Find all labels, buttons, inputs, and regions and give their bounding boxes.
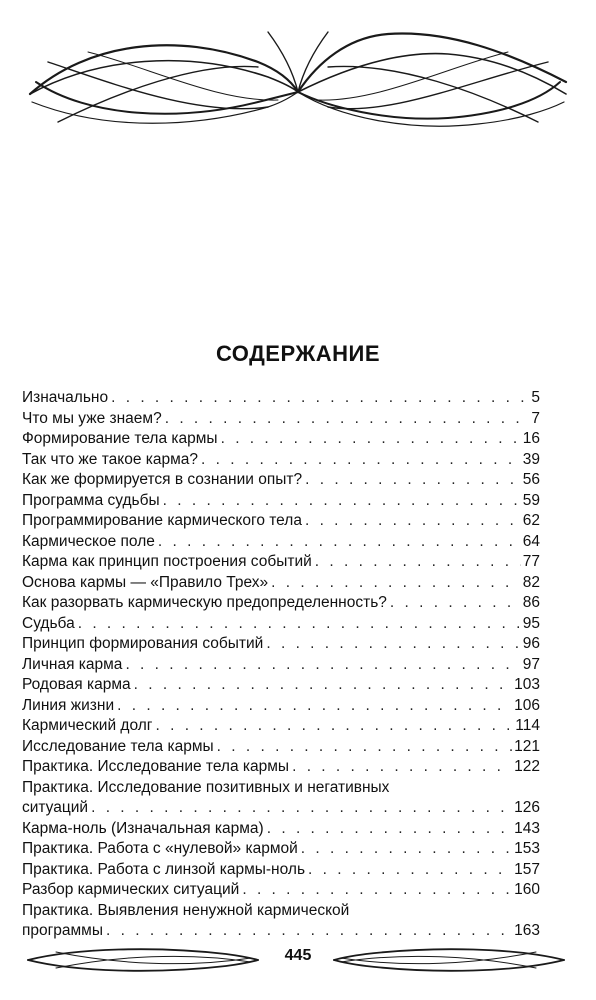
dot-leader: [390, 593, 521, 614]
table-of-contents: [22, 388, 540, 942]
toc-entry: [22, 880, 540, 901]
toc-entry-page: 97: [522, 655, 540, 673]
toc-entry-label: Основа кармы — «Правило Трех»: [22, 573, 269, 591]
toc-entry-label: Что мы уже знаем?: [22, 409, 162, 427]
toc-entry: [22, 675, 540, 696]
toc-entry: [22, 491, 540, 512]
toc-entry-label: Программирование кармического тела: [22, 512, 302, 529]
page-number: 445: [284, 947, 312, 964]
toc-entry-label: Карма-ноль (Изначальная карма): [22, 819, 264, 837]
toc-entry-label-continued: ситуаций: [22, 799, 89, 816]
toc-entry-label: Изначально: [22, 389, 109, 406]
toc-entry-label: Карма как принцип построения событий: [22, 553, 312, 570]
toc-entry: [22, 757, 540, 778]
toc-entry-page: 160: [514, 881, 540, 898]
toc-entry: [22, 388, 540, 409]
toc-entry: [22, 716, 540, 737]
dot-leader: [308, 860, 512, 881]
toc-entry-label: Практика. Работа с линзой кармы-ноль: [22, 860, 306, 878]
toc-entry-label: Практика. Выявления ненужной кармической: [22, 901, 350, 919]
page-title: СОДЕРЖАНИЕ: [215, 341, 381, 366]
dot-leader: [134, 675, 513, 696]
toc-entry-label: Практика. Работа с «нулевой» кармой: [22, 840, 298, 857]
toc-entry-page: 106: [514, 696, 540, 714]
toc-entry-label: Кармический долг: [22, 717, 153, 734]
toc-entry-page: 62: [522, 512, 540, 529]
toc-entry-page: 114: [515, 717, 540, 734]
toc-entry-page: 96: [522, 635, 540, 652]
toc-entry: [22, 450, 540, 471]
toc-entry-first-line: [22, 778, 540, 799]
dot-leader: [242, 880, 512, 901]
toc-entry-page: 56: [522, 471, 540, 488]
toc-entry-page: 143: [514, 819, 540, 837]
toc-entry-page: 121: [514, 737, 540, 755]
dot-leader: [217, 737, 513, 758]
toc-entry-page: 163: [514, 922, 540, 939]
toc-entry: [22, 429, 540, 450]
toc-entry-page: 95: [522, 614, 540, 632]
toc-entry-page: 7: [531, 409, 540, 427]
toc-entry: [22, 839, 540, 860]
toc-entry-first-line: [22, 901, 540, 922]
dot-leader: [221, 429, 521, 450]
toc-entry-label: Разбор кармических ситуаций: [22, 881, 240, 898]
toc-entry: [22, 921, 540, 942]
dot-leader: [111, 388, 528, 409]
toc-entry: [22, 593, 540, 614]
toc-entry-label: Как разорвать кармическую предопределенность?: [22, 594, 387, 611]
toc-entry-label: Принцип формирования событий: [22, 635, 264, 652]
toc-entry: [22, 696, 540, 717]
toc-entry: [22, 532, 540, 553]
dot-leader: [266, 634, 520, 655]
toc-entry-label: Практика. Исследование позитивных и негативных: [22, 778, 390, 796]
toc-entry: [22, 573, 540, 594]
dot-leader: [117, 696, 512, 717]
dot-leader: [125, 655, 520, 676]
toc-entry: [22, 552, 540, 573]
toc-entry-label: Родовая карма: [22, 676, 131, 693]
dot-leader: [267, 819, 512, 840]
dot-leader: [305, 470, 521, 491]
flourish-divider-icon: [28, 22, 568, 140]
toc-entry-page: 39: [522, 450, 540, 468]
toc-entry-page: 59: [522, 491, 540, 509]
toc-entry-page: 103: [514, 676, 540, 693]
toc-entry-label: Личная карма: [22, 655, 123, 673]
toc-entry-page: 82: [522, 573, 540, 591]
toc-entry-label-continued: программы: [22, 922, 103, 939]
toc-entry-page: 5: [531, 389, 540, 406]
toc-entry-page: 122: [514, 758, 540, 775]
toc-entry-label: Практика. Исследование тела кармы: [22, 758, 290, 775]
toc-entry: [22, 634, 540, 655]
toc-entry: [22, 798, 540, 819]
toc-entry-page: 153: [514, 840, 540, 857]
dot-leader: [201, 450, 521, 471]
toc-entry-label: Как же формируется в сознании опыт?: [22, 471, 303, 488]
dot-leader: [315, 552, 521, 573]
toc-entry: [22, 655, 540, 676]
toc-entry-label: Линия жизни: [22, 696, 115, 714]
dot-leader: [91, 798, 512, 819]
dot-leader: [163, 491, 521, 512]
toc-entry: [22, 409, 540, 430]
dot-leader: [271, 573, 521, 594]
toc-entry-page: 16: [522, 430, 540, 447]
dot-leader: [292, 757, 512, 778]
toc-entry-label: Кармическое поле: [22, 532, 155, 550]
toc-entry-label: Так что же такое карма?: [22, 450, 199, 468]
toc-entry: [22, 614, 540, 635]
dot-leader: [158, 532, 521, 553]
dot-leader: [305, 511, 521, 532]
toc-entry-label: Программа судьбы: [22, 491, 160, 509]
toc-entry: [22, 819, 540, 840]
dot-leader: [155, 716, 513, 737]
dot-leader: [165, 409, 528, 430]
toc-entry: [22, 470, 540, 491]
toc-entry: [22, 737, 540, 758]
toc-entry-page: 77: [522, 553, 540, 570]
toc-entry-page: 126: [514, 799, 540, 816]
toc-entry: [22, 511, 540, 532]
toc-entry: [22, 860, 540, 881]
dot-leader: [106, 921, 512, 942]
toc-entry-label: Исследование тела кармы: [22, 737, 214, 755]
toc-entry-page: 157: [514, 860, 540, 878]
toc-entry-label: Судьба: [22, 614, 75, 632]
toc-entry-page: 64: [522, 532, 540, 550]
toc-entry-page: 86: [522, 594, 540, 611]
dot-leader: [301, 839, 512, 860]
dot-leader: [78, 614, 521, 635]
toc-entry-label: Формирование тела кармы: [22, 430, 218, 447]
